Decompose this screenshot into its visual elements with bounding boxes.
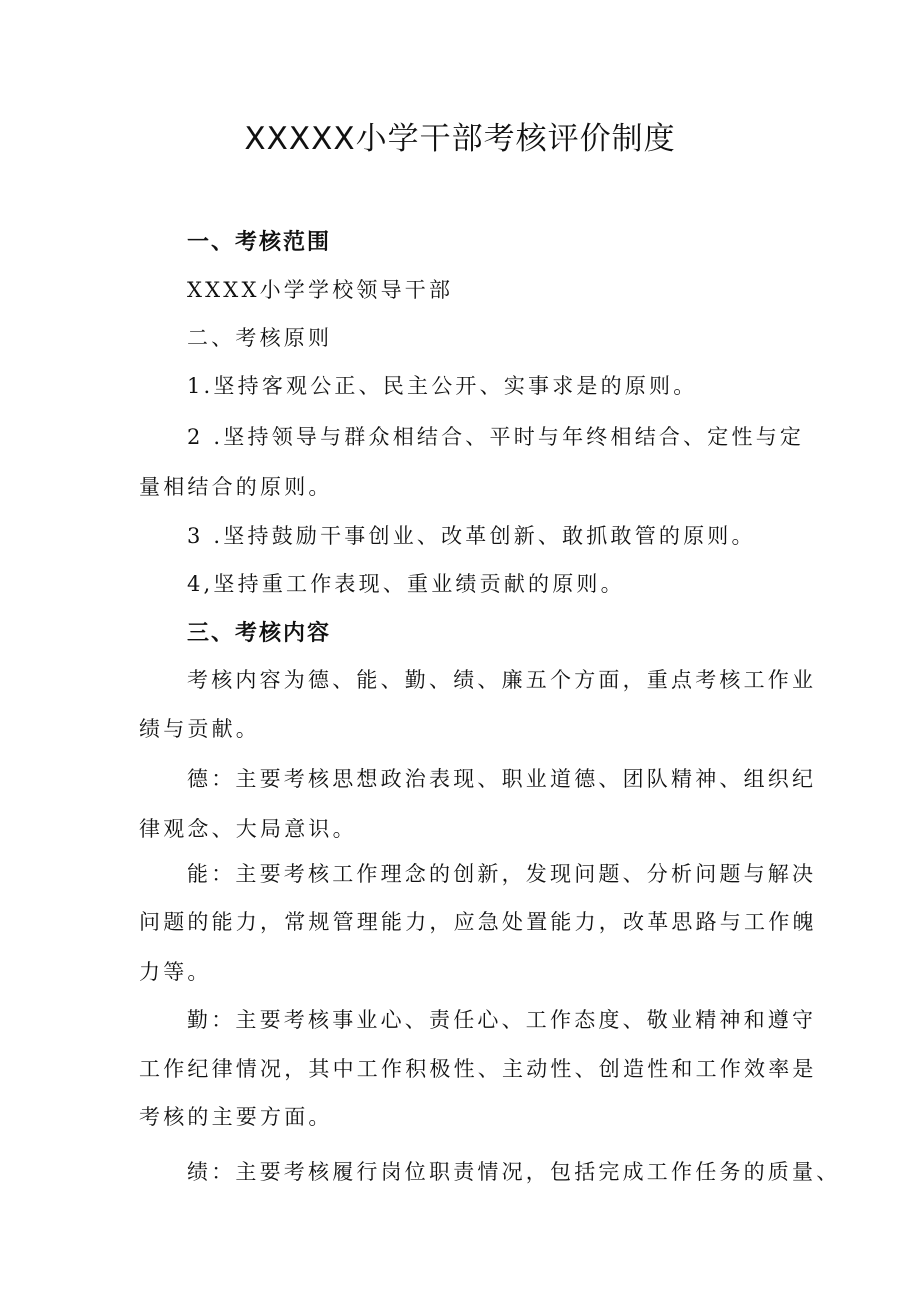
principle-3: 3 .坚持鼓励干事创业、改革创新、敢抓敢管的原则。 — [187, 524, 756, 548]
de-paragraph-line-1: 德：主要考核思想政治表现、职业道德、团队精神、组织纪 — [187, 767, 817, 791]
section1-text: XXXX小学学校领导干部 — [187, 278, 454, 302]
principle-2-line-2: 量相结合的原则。 — [139, 475, 333, 499]
de-paragraph-line-2: 律观念、大局意识。 — [139, 817, 357, 841]
principle-1: 1.坚持客观公正、民主公开、实事求是的原则。 — [187, 374, 698, 398]
content-intro-line-1: 考核内容为德、能、勤、绩、廉五个方面，重点考核工作业 — [187, 668, 817, 692]
qin-paragraph-line-1: 勤：主要考核事业心、责任心、工作态度、敬业精神和遵守 — [187, 1008, 817, 1032]
neng-paragraph-line-1: 能：主要考核工作理念的创新，发现问题、分析问题与解决 — [187, 862, 817, 886]
ji-paragraph-line-1: 绩：主要考核履行岗位职责情况，包括完成工作任务的质量、 — [187, 1160, 841, 1184]
document-title: XXXXX小学干部考核评价制度 — [244, 121, 676, 157]
neng-paragraph-line-2: 问题的能力，常规管理能力，应急处置能力，改革思路与工作魄 — [139, 910, 817, 934]
principle-4: 4,坚持重工作表现、重业绩贡献的原则。 — [187, 572, 625, 596]
neng-paragraph-line-3: 力等。 — [139, 960, 212, 984]
qin-paragraph-line-3: 考核的主要方面。 — [139, 1105, 333, 1129]
content-intro-line-2: 绩与贡献。 — [139, 717, 260, 741]
section3-heading: 三、考核内容 — [187, 621, 332, 646]
section2-heading: 二、考核原则 — [187, 326, 333, 350]
qin-paragraph-line-2: 工作纪律情况，其中工作积极性、主动性、创造性和工作效率是 — [139, 1057, 817, 1081]
principle-2-line-1: 2 .坚持领导与群众相结合、平时与年终相结合、定性与定 — [187, 425, 805, 449]
section1-heading: 一、考核范围 — [187, 230, 332, 255]
